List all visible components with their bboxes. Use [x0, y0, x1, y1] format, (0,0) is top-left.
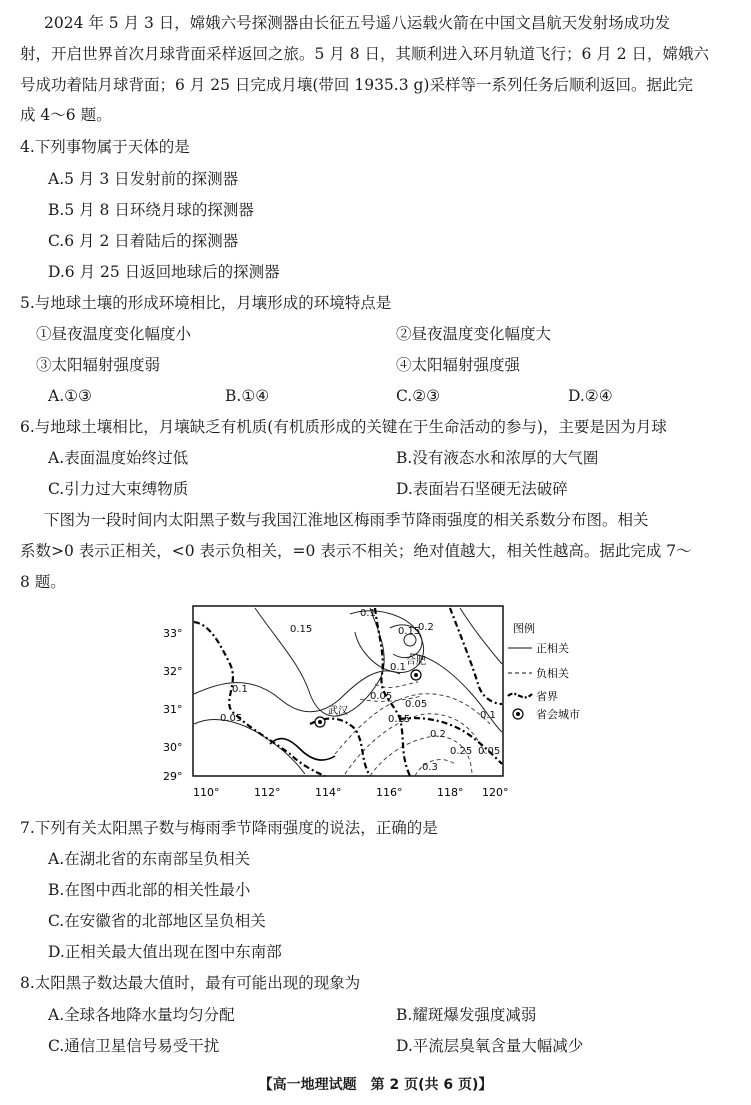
q6-option-c: C.引力过大束缚物质: [48, 480, 189, 498]
contour-label-15: 0.05: [478, 746, 501, 757]
q5-option-c: C.②③: [396, 387, 441, 405]
correlation-map-figure: [160, 604, 590, 804]
q4-option-b: B.5 月 8 日环绕月球的探测器: [48, 201, 254, 219]
x-label-110: 110°: [193, 786, 220, 799]
q5-item-1: ①昼夜温度变化幅度小: [36, 325, 192, 343]
legend-title: 图例: [513, 622, 535, 635]
contour-label-13: 0.3: [422, 762, 438, 773]
q4-option-a: A.5 月 3 日发射前的探测器: [48, 170, 239, 188]
x-label-118: 118°: [437, 786, 464, 799]
q7-option-b: B.在图中西北部的相关性最小: [48, 881, 251, 899]
q6-option-a: A.表面温度始终过低: [48, 449, 189, 467]
contour-label-8: 0.1: [390, 662, 406, 673]
q7-option-a: A.在湖北省的东南部呈负相关: [48, 850, 251, 868]
contour-label-4: 0.2: [418, 622, 434, 633]
contour-label-11: 0.2: [430, 729, 446, 740]
legend-province-boundary: 省界: [536, 690, 558, 703]
passage1-line-2: 射，开启世界首次月球背面采样返回之旅。5 月 8 日，其顺利进入环月轨道飞行；6 月 2 日，嫦娥六: [20, 45, 710, 63]
passage1-line-4: 成 4～6 题。: [20, 106, 112, 124]
y-label-32: 32°: [163, 665, 183, 678]
q5-option-b: B.①④: [225, 387, 270, 405]
x-label-116: 116°: [376, 786, 403, 799]
q6-option-b: B.没有液态水和浓厚的大气圈: [396, 449, 599, 467]
passage2-line-2: 系数>0 表示正相关，<0 表示负相关，=0 表示不相关；绝对值越大，相关性越高。据此完成 7～: [20, 542, 692, 560]
contour-label-3: 0.15: [398, 626, 421, 637]
city-label-hefei: 合肥: [406, 656, 426, 667]
contour-label-1: 0.15: [290, 624, 313, 635]
legend-positive: 正相关: [536, 642, 569, 655]
legend-negative: 负相关: [536, 667, 569, 680]
q5-option-d: D.②④: [568, 387, 613, 405]
passage2-line-1: 下图为一段时间内太阳黑子数与我国江淮地区梅雨季节降雨强度的相关系数分布图。相关: [44, 511, 649, 529]
contour-label-9: 0.15: [388, 714, 411, 725]
contour-label-7: 0.05: [220, 713, 243, 724]
q6-option-d: D.表面岩石坚硬无法破碎: [396, 480, 568, 498]
q8-stem: 8.太阳黑子数达最大值时，最有可能出现的现象为: [20, 974, 361, 992]
contour-label-6: 0.05: [370, 691, 393, 702]
q5-item-2: ②昼夜温度变化幅度大: [396, 325, 552, 343]
passage1-line-3: 号成功着陆月球背面；6 月 25 日完成月壤(带回 1935.3 g)采样等一系列任务后顺利返回。据此完: [20, 76, 693, 94]
passage2-line-3: 8 题。: [20, 573, 66, 591]
contour-label-14: 0.1: [480, 710, 496, 721]
q4-option-d: D.6 月 25 日返回地球后的探测器: [48, 263, 280, 281]
q8-option-d: D.平流层臭氧含量大幅减少: [396, 1037, 584, 1055]
x-label-114: 114°: [315, 786, 342, 799]
q8-option-c: C.通信卫星信号易受干扰: [48, 1037, 220, 1055]
page-footer: 【高一地理试题 第 2 页(共 6 页)】: [258, 1077, 493, 1093]
contour-label-2: 0.1: [232, 684, 248, 695]
q5-option-a: A.①③: [48, 387, 92, 405]
y-label-31: 31°: [163, 703, 183, 716]
q5-item-3: ③太阳辐射强度弱: [36, 356, 161, 374]
city-label-wuhan: 武汉: [328, 706, 348, 717]
q7-option-d: D.正相关最大值出现在图中东南部: [48, 943, 282, 961]
contour-label-12: 0.25: [450, 746, 473, 757]
x-label-120: 120°: [482, 786, 509, 799]
y-label-33: 33°: [163, 627, 183, 640]
q4-option-c: C.6 月 2 日着陆后的探测器: [48, 232, 239, 250]
contour-label-5: 0.1: [360, 608, 376, 619]
passage1-line-1: 2024 年 5 月 3 日，嫦娥六号探测器由长征五号遥八运载火箭在中国文昌航天发射场成功发: [44, 14, 671, 32]
y-label-29: 29°: [163, 770, 183, 783]
contour-label-10: 0.05: [405, 699, 428, 710]
q5-stem: 5.与地球土壤的形成环境相比，月壤形成的环境特点是: [20, 294, 392, 312]
map-legend: [508, 621, 580, 721]
q6-stem: 6.与地球土壤相比，月壤缺乏有机质(有机质形成的关键在于生命活动的参与)，主要是因为月球: [20, 418, 667, 436]
q7-option-c: C.在安徽省的北部地区呈负相关: [48, 912, 266, 930]
q8-option-a: A.全球各地降水量均匀分配: [48, 1006, 235, 1024]
y-label-30: 30°: [163, 741, 183, 754]
q8-option-b: B.耀斑爆发强度减弱: [396, 1006, 537, 1024]
q7-stem: 7.下列有关太阳黑子数与梅雨季节降雨强度的说法，正确的是: [20, 819, 438, 837]
q4-stem: 4.下列事物属于天体的是: [20, 138, 190, 156]
q5-item-4: ④太阳辐射强度强: [396, 356, 521, 374]
legend-capital-city: 省会城市: [536, 708, 580, 721]
x-label-112: 112°: [254, 786, 281, 799]
